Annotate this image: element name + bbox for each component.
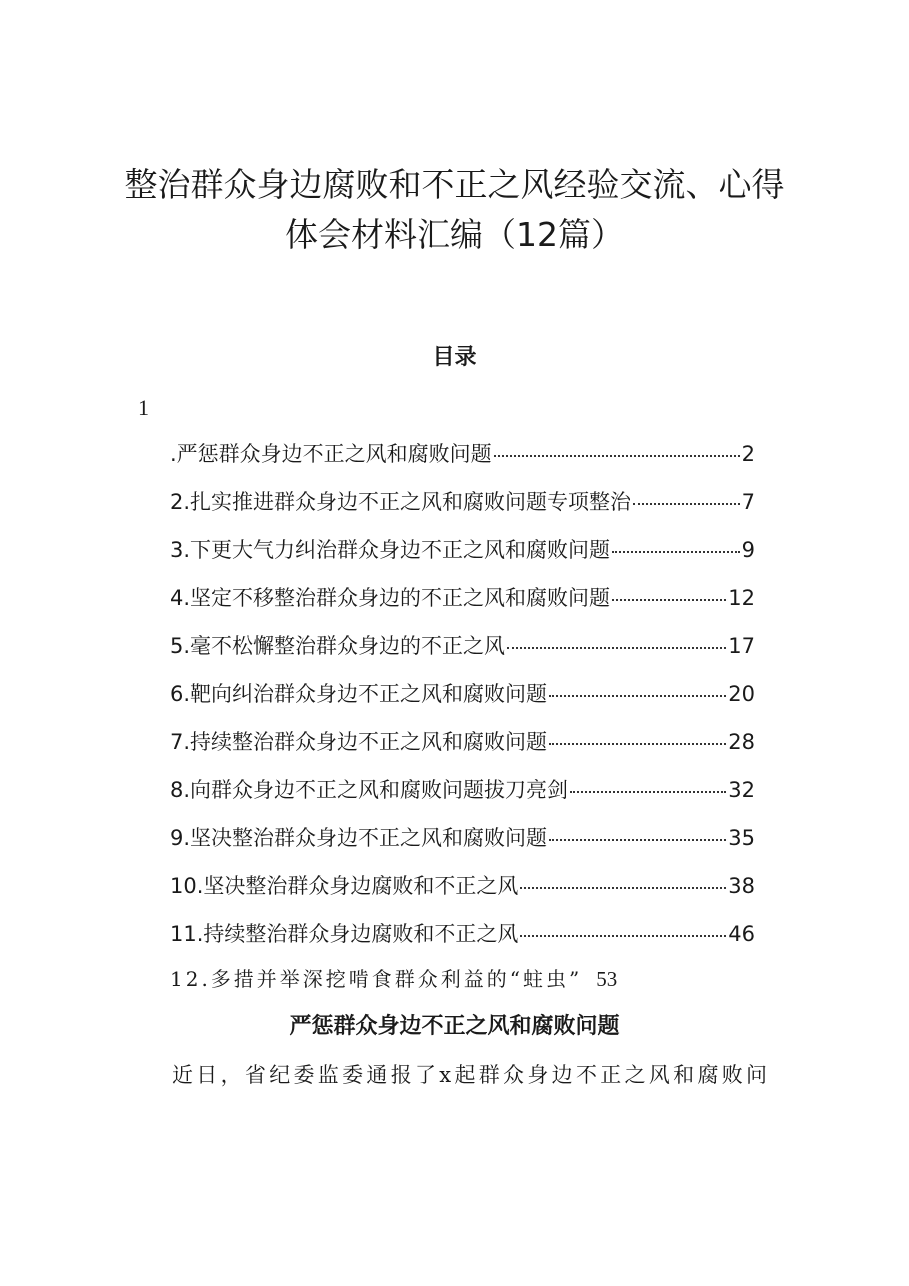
toc-entry[interactable] [170, 725, 755, 773]
toc-entry[interactable] [170, 821, 755, 869]
toc-entry-page: 38 [728, 874, 755, 898]
table-of-contents [170, 437, 755, 965]
toc-entry[interactable] [170, 677, 755, 725]
toc-entry-title: 3.下更大气力纠治群众身边不正之风和腐败问题 [170, 538, 611, 562]
toc-entry-page: 2 [741, 442, 755, 466]
section-heading: 严惩群众身边不正之风和腐败问题 [289, 1013, 620, 1039]
dot-leader [520, 931, 726, 937]
toc-entry-page: 35 [728, 826, 755, 850]
toc-entry-page: 28 [728, 730, 755, 754]
dot-leader [507, 643, 726, 649]
toc-entry-page: 12 [728, 586, 755, 610]
dot-leader [570, 787, 726, 793]
toc-entry-title: 10.坚决整治群众身边腐败和不正之风 [170, 874, 519, 898]
toc-entry[interactable] [170, 917, 755, 965]
toc-entry-page: 9 [741, 538, 755, 562]
toc-entry-title: 12.多措并举深挖啃食群众利益的“蛀虫” [170, 967, 583, 991]
toc-heading: 目录 [432, 344, 477, 370]
toc-entry-page: 46 [728, 922, 755, 946]
toc-entry-title: 7.持续整治群众身边不正之风和腐败问题 [170, 730, 548, 754]
toc-entry[interactable] [170, 533, 755, 581]
toc-entry-title: 4.坚定不移整治群众身边的不正之风和腐败问题 [170, 586, 611, 610]
toc-entry[interactable] [170, 581, 755, 629]
toc-entry[interactable] [170, 773, 755, 821]
toc-entry-title: 8.向群众身边不正之风和腐败问题拔刀亮剑 [170, 778, 569, 802]
toc-entry[interactable] [170, 485, 755, 533]
dot-leader [494, 451, 740, 457]
dot-leader [549, 739, 726, 745]
body-paragraph: 近日，省纪委监委通报了x起群众身边不正之风和腐败问 [172, 1063, 771, 1087]
toc-entry-page: 7 [741, 490, 755, 514]
toc-entry-page: 53 [596, 967, 618, 991]
dot-leader [520, 883, 726, 889]
toc-marker: 1 [138, 395, 149, 420]
dot-leader [612, 595, 726, 601]
toc-entry-page: 32 [728, 778, 755, 802]
toc-entry[interactable] [170, 629, 755, 677]
toc-entry-title: 5.毫不松懈整治群众身边的不正之风 [170, 634, 506, 658]
dot-leader [549, 835, 726, 841]
toc-entry-last[interactable] [170, 962, 617, 996]
toc-entry-title: 6.靶向纠治群众身边不正之风和腐败问题 [170, 682, 548, 706]
document-title-line-1: 整治群众身边腐败和不正之风经验交流、心得 [124, 165, 785, 204]
toc-entry-title: .严惩群众身边不正之风和腐败问题 [170, 442, 492, 466]
toc-entry-title: 9.坚决整治群众身边不正之风和腐败问题 [170, 826, 548, 850]
document-title-line-2: 体会材料汇编（12篇） [285, 215, 624, 254]
toc-entry[interactable] [170, 437, 755, 485]
toc-entry-title: 11.持续整治群众身边腐败和不正之风 [170, 922, 519, 946]
document-title [0, 160, 909, 260]
toc-entry-page: 17 [728, 634, 755, 658]
toc-entry-title: 2.扎实推进群众身边不正之风和腐败问题专项整治 [170, 490, 632, 514]
toc-entry-page: 20 [728, 682, 755, 706]
dot-leader [612, 547, 740, 553]
dot-leader [549, 691, 726, 697]
dot-leader [633, 499, 740, 505]
toc-entry[interactable] [170, 869, 755, 917]
